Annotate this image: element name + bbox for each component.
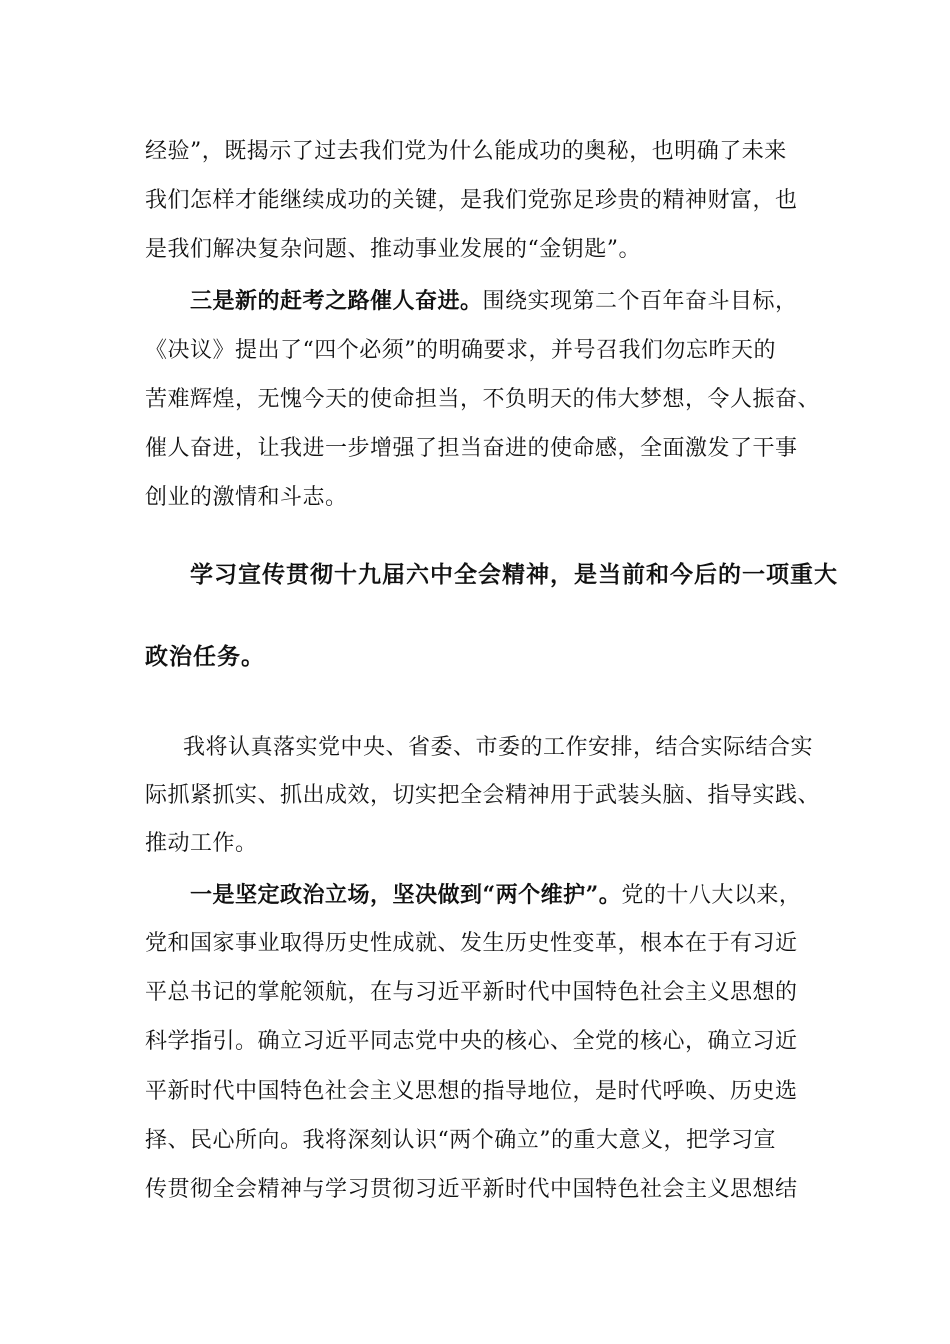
bold-lead: 一是坚定政治立场，坚决做到“两个维护”。 bbox=[190, 882, 622, 908]
paragraph-line: 我们怎样才能继续成功的关键，是我们党弥足珍贵的精神财富，也 bbox=[145, 188, 798, 213]
paragraph-line: 是我们解决复杂问题、推动事业发展的“金钥匙”。 bbox=[145, 237, 641, 262]
paragraph-line: 催人奋进，让我进一步增强了担当奋进的使命感，全面激发了干事 bbox=[145, 436, 798, 461]
paragraph-line: 传贯彻全会精神与学习贯彻习近平新时代中国特色社会主义思想结 bbox=[145, 1177, 798, 1202]
paragraph-first-line bbox=[190, 286, 798, 317]
paragraph-text: 党的十八大以来， bbox=[621, 883, 802, 908]
paragraph-line: 平总书记的掌舵领航，在与习近平新时代中国特色社会主义思想的 bbox=[145, 980, 798, 1005]
paragraph-line: 我将认真落实党中央、省委、市委的工作安排，结合实际结合实 bbox=[183, 735, 814, 760]
paragraph-line: 经验”，既揭示了过去我们党为什么能成功的奥秘，也明确了未来 bbox=[145, 139, 787, 164]
paragraph-first-line bbox=[190, 880, 801, 911]
paragraph-line: 推动工作。 bbox=[145, 831, 258, 856]
paragraph-line: 创业的激情和斗志。 bbox=[145, 485, 348, 510]
paragraph-line: 平新时代中国特色社会主义思想的指导地位，是时代呼唤、历史选 bbox=[145, 1079, 798, 1104]
paragraph-line: 科学指引。确立习近平同志党中央的核心、全党的核心，确立习近 bbox=[145, 1029, 798, 1054]
section-heading-line: 政治任务。 bbox=[145, 643, 265, 670]
paragraph-line: 党和国家事业取得历史性成就、发生历史性变革，根本在于有习近 bbox=[145, 931, 798, 956]
section-heading-line: 学习宣传贯彻十九届六中全会精神，是当前和今后的一项重大 bbox=[190, 561, 838, 588]
paragraph-line: 《决议》提出了“四个必须”的明确要求，并号召我们勿忘昨天的 bbox=[145, 338, 776, 363]
bold-lead: 三是新的赶考之路催人奋进。 bbox=[190, 288, 483, 314]
paragraph-text: 围绕实现第二个百年奋斗目标， bbox=[482, 289, 798, 314]
paragraph-line: 择、民心所向。我将深刻认识“两个确立”的重大意义，把学习宣 bbox=[145, 1128, 776, 1153]
paragraph-line: 苦难辉煌，无愧今天的使命担当，不负明天的伟大梦想，令人振奋、 bbox=[145, 387, 821, 412]
paragraph-line: 际抓紧抓实、抓出成效，切实把全会精神用于武装头脑、指导实践、 bbox=[145, 783, 821, 808]
